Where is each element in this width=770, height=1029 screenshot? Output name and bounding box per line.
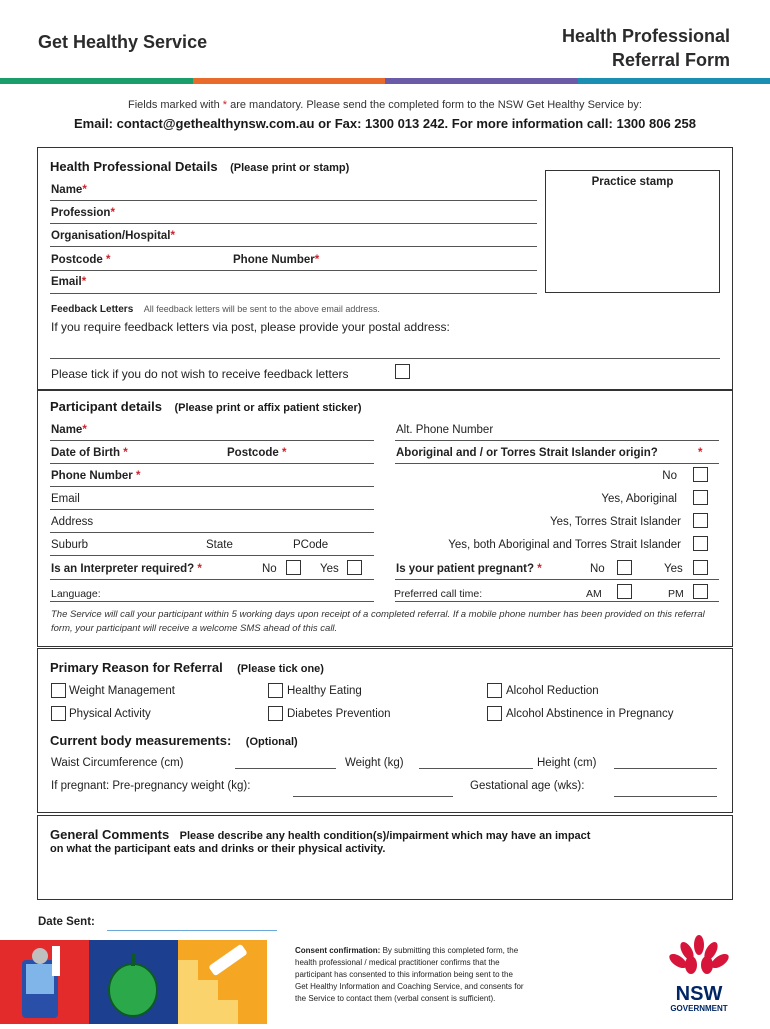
- hp-profession-label: Profession*: [51, 207, 115, 219]
- alcohol-reduction-label: Alcohol Reduction: [506, 685, 599, 697]
- pre-pregnancy-weight-label: If pregnant: Pre-pregnancy weight (kg):: [51, 780, 251, 792]
- participant-name-field[interactable]: [50, 440, 374, 441]
- address-label: Address: [51, 516, 94, 528]
- pregnant-no-label: No: [590, 563, 605, 575]
- interpreter-yes-label: Yes: [320, 563, 339, 575]
- participant-phone-field[interactable]: [50, 486, 374, 487]
- diabetes-prevention-checkbox[interactable]: [268, 706, 283, 721]
- origin-tsi-checkbox[interactable]: [693, 513, 708, 528]
- participant-phone-label: Phone Number *: [51, 470, 141, 482]
- physical-activity-label: Physical Activity: [69, 708, 151, 720]
- state-label: State: [206, 539, 233, 551]
- preferred-call-label: Preferred call time:: [394, 588, 483, 600]
- origin-tsi-label: Yes, Torres Strait Islander: [549, 516, 681, 528]
- mandatory-note: Fields marked with * are mandatory. Please send the completed form to the NSW Get Healthy Service by:: [128, 99, 642, 111]
- hp-title-row: Health Professional Details (Please print or stamp): [50, 159, 350, 174]
- aboriginal-label: Aboriginal and / or Torres Strait Islander origin?: [396, 447, 658, 459]
- alcohol-abstinence-label: Alcohol Abstinence in Pregnancy: [506, 708, 674, 720]
- pre-pregnancy-weight-field[interactable]: [293, 796, 453, 797]
- physical-activity-checkbox[interactable]: [51, 706, 66, 721]
- origin-aboriginal-checkbox[interactable]: [693, 490, 708, 505]
- date-sent-label: Date Sent:: [38, 916, 95, 928]
- water-cup-illustration: [0, 940, 89, 1024]
- no-feedback-label: Please tick if you do not wish to receive feedback letters: [51, 367, 349, 381]
- origin-no-checkbox[interactable]: [693, 467, 708, 482]
- pregnant-yes-checkbox[interactable]: [693, 560, 708, 575]
- pregnant-yes-label: Yes: [664, 563, 683, 575]
- height-label: Height (cm): [537, 757, 597, 769]
- origin-both-checkbox[interactable]: [693, 536, 708, 551]
- waist-label: Waist Circumference (cm): [51, 757, 184, 769]
- participant-postcode-label: Postcode *: [227, 447, 287, 459]
- hp-profession-field[interactable]: [50, 223, 537, 224]
- aboriginal-line: [395, 463, 719, 464]
- pregnant-line: [395, 579, 719, 580]
- healthy-eating-label: Healthy Eating: [287, 685, 362, 697]
- color-bar: [0, 78, 770, 84]
- interpreter-no-checkbox[interactable]: [286, 560, 301, 575]
- suburb-label: Suburb: [51, 539, 89, 551]
- no-feedback-checkbox[interactable]: [395, 364, 410, 379]
- participant-title-row: Participant details (Please print or affix patient sticker): [50, 399, 362, 414]
- consent-confirmation: Consent confirmation: By submitting this completed form, the health professional / medical practitioner confirms that the participant has consented to this information being sent to the Get Healthy Information and Coaching Service, and consents for the Service to contact them (verbal consent is sufficient).: [295, 946, 524, 1003]
- alcohol-reduction-checkbox[interactable]: [487, 683, 502, 698]
- weight-label: Weight (kg): [345, 757, 404, 769]
- diabetes-prevention-label: Diabetes Prevention: [287, 708, 391, 720]
- participant-email-label: Email: [51, 493, 80, 505]
- am-label: AM: [586, 588, 602, 600]
- date-sent-field[interactable]: [107, 930, 277, 931]
- general-comments-text2: on what the participant eats and drinks or their physical activity.: [50, 843, 386, 855]
- height-field[interactable]: [614, 768, 717, 769]
- hp-postcode-phone-field[interactable]: [50, 270, 537, 271]
- language-label: Language:: [51, 588, 101, 600]
- origin-both-label: Yes, both Aboriginal and Torres Strait Islander: [448, 539, 681, 551]
- service-title: Get Healthy Service: [38, 32, 208, 52]
- service-call-note: The Service will call your participant within 5 working days upon receipt of a completed referral. If a mobile phone number has been provided on this referral form, your participant will receive a welcome SMS ahead of this call.: [51, 609, 705, 634]
- body-measurements-title-row: Current body measurements: (Optional): [50, 733, 298, 748]
- dob-label: Date of Birth *: [51, 447, 128, 459]
- interpreter-line: [50, 579, 374, 580]
- origin-no-label: No: [662, 470, 677, 482]
- postal-address-field[interactable]: [50, 358, 720, 359]
- nsw-government-logo: NSW GOVERNMENT: [663, 935, 735, 1015]
- hp-email-label: Email*: [51, 276, 87, 288]
- hp-postcode-label: Postcode *: [51, 254, 111, 266]
- interpreter-yes-checkbox[interactable]: [347, 560, 362, 575]
- feedback-letters-row: Feedback Letters All feedback letters will be sent to the above email address.: [51, 304, 380, 315]
- pregnant-label: Is your patient pregnant? *: [396, 563, 542, 575]
- dob-postcode-field[interactable]: [50, 463, 374, 464]
- hp-organisation-label: Organisation/Hospital*: [51, 230, 175, 242]
- practice-stamp-label: Practice stamp: [591, 176, 674, 188]
- alt-phone-label: Alt. Phone Number: [396, 424, 494, 436]
- hp-email-field[interactable]: [50, 293, 537, 294]
- origin-aboriginal-label: Yes, Aboriginal: [601, 493, 677, 505]
- waist-field[interactable]: [235, 768, 336, 769]
- practice-stamp-box[interactable]: [545, 170, 720, 293]
- hp-phone-label: Phone Number*: [233, 254, 320, 266]
- reason-title-row: Primary Reason for Referral (Please tick one): [50, 660, 324, 675]
- suburb-state-field[interactable]: [50, 555, 374, 556]
- general-comments-heading: General Comments Please describe any health condition(s)/impairment which may have an impact: [50, 827, 591, 842]
- weight-management-checkbox[interactable]: [51, 683, 66, 698]
- weight-field[interactable]: [419, 768, 533, 769]
- address-field[interactable]: [50, 532, 374, 533]
- hp-name-field[interactable]: [50, 200, 537, 201]
- healthy-eating-checkbox[interactable]: [268, 683, 283, 698]
- pregnant-no-checkbox[interactable]: [617, 560, 632, 575]
- language-field[interactable]: [50, 601, 374, 602]
- interpreter-label: Is an Interpreter required? *: [51, 563, 202, 575]
- interpreter-no-label: No: [262, 563, 277, 575]
- hp-name-label: Name*: [51, 184, 87, 196]
- participant-email-field[interactable]: [50, 509, 374, 510]
- hp-organisation-field[interactable]: [50, 246, 537, 247]
- contact-line: Email: contact@gethealthynsw.com.au or Fax: 1300 013 242. For more information call: 1300 806 258: [74, 116, 696, 131]
- postal-address-prompt: If you require feedback letters via post, please provide your postal address:: [51, 320, 450, 334]
- weight-management-label: Weight Management: [69, 685, 175, 697]
- pm-checkbox[interactable]: [693, 584, 708, 599]
- alt-phone-field[interactable]: [395, 440, 719, 441]
- pcode-label: PCode: [293, 539, 329, 551]
- pm-label: PM: [668, 588, 684, 600]
- form-title: Health Professional Referral Form: [561, 26, 730, 70]
- apple-illustration: [89, 940, 178, 1024]
- aboriginal-required: *: [698, 447, 703, 459]
- stairs-illustration: [178, 940, 267, 1024]
- gestational-age-label: Gestational age (wks):: [470, 780, 585, 792]
- preferred-call-line: [395, 601, 719, 602]
- gestational-age-field[interactable]: [614, 796, 717, 797]
- participant-name-label: Name*: [51, 424, 87, 436]
- am-checkbox[interactable]: [617, 584, 632, 599]
- alcohol-abstinence-checkbox[interactable]: [487, 706, 502, 721]
